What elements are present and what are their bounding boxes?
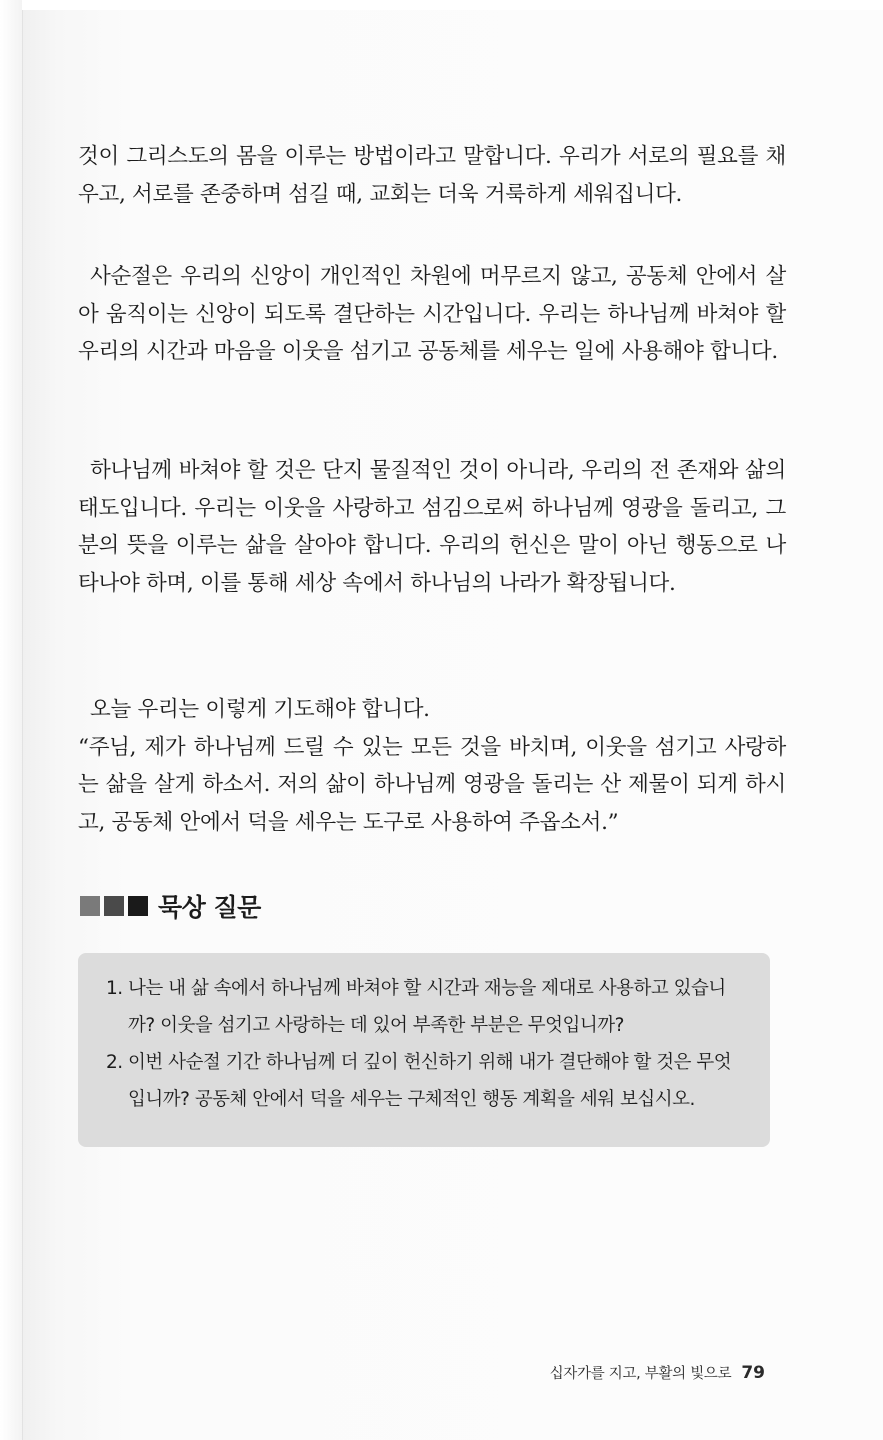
heading-square-icon — [128, 896, 148, 916]
question-text: 이번 사순절 기간 하나님께 더 깊이 헌신하기 위해 내가 결단해야 할 것은 무엇입니까? 공동체 안에서 덕을 세우는 구체적인 행동 계획을 세워 보십시오. — [128, 1052, 732, 1110]
meditation-question-box — [78, 953, 770, 1147]
meditation-heading — [80, 886, 261, 926]
prayer-intro: 오늘 우리는 이렇게 기도해야 합니다. — [90, 697, 430, 722]
question-text: 나는 내 삶 속에서 하나님께 바쳐야 할 시간과 재능을 제대로 사용하고 있습니까? 이웃을 섬기고 사랑하는 데 있어 부족한 부분은 무엇입니까? — [128, 978, 726, 1036]
page-number: 79 — [741, 1363, 765, 1383]
spine-shadow — [0, 0, 22, 1440]
body-paragraph-4 — [78, 691, 786, 841]
heading-square-icon — [80, 896, 100, 916]
body-paragraph-1: 것이 그리스도의 몸을 이루는 방법이라고 말합니다. 우리가 서로의 필요를 채우고, 서로를 존중하며 섬길 때, 교회는 더욱 거룩하게 세워집니다. — [78, 144, 786, 207]
body-paragraph-3: 하나님께 바쳐야 할 것은 단지 물질적인 것이 아니라, 우리의 전 존재와 삶의 태도입니다. 우리는 이웃을 사랑하고 섬김으로써 하나님께 영광을 돌리고, 그분의 뜻을 이루는 삶을 살아야 합니다. 우리의 헌신은 말이 아닌 행동으로 나타나야 하며, 이를 통해 세상 속에서 하나님의 나라가 확장됩니다. — [78, 458, 787, 596]
question-number: 2. — [106, 1052, 123, 1073]
question-item — [106, 1044, 746, 1118]
prayer-quote: “주님, 제가 하나님께 드릴 수 있는 모든 것을 바치며, 이웃을 섬기고 사랑하는 삶을 살게 하소서. 저의 삶이 하나님께 영광을 돌리는 산 제물이 되게 하시고, 공동체 안에서 덕을 세우는 도구로 사용하여 주옵소서.” — [78, 734, 786, 835]
question-number: 1. — [106, 978, 123, 999]
body-paragraph-2: 사순절은 우리의 신앙이 개인적인 차원에 머무르지 않고, 공동체 안에서 살아 움직이는 신앙이 되도록 결단하는 시간입니다. 우리는 하나님께 바쳐야 할 우리의 시간과 마음을 이웃을 섬기고 공동체를 세우는 일에 사용해야 합니다. — [78, 264, 786, 364]
question-item — [106, 970, 746, 1044]
meditation-heading-text: 묵상 질문 — [158, 893, 261, 922]
heading-square-icon — [104, 896, 124, 916]
running-title: 십자가를 지고, 부활의 빛으로 — [549, 1366, 732, 1382]
page-footer — [550, 1362, 765, 1383]
question-list — [106, 970, 746, 1118]
